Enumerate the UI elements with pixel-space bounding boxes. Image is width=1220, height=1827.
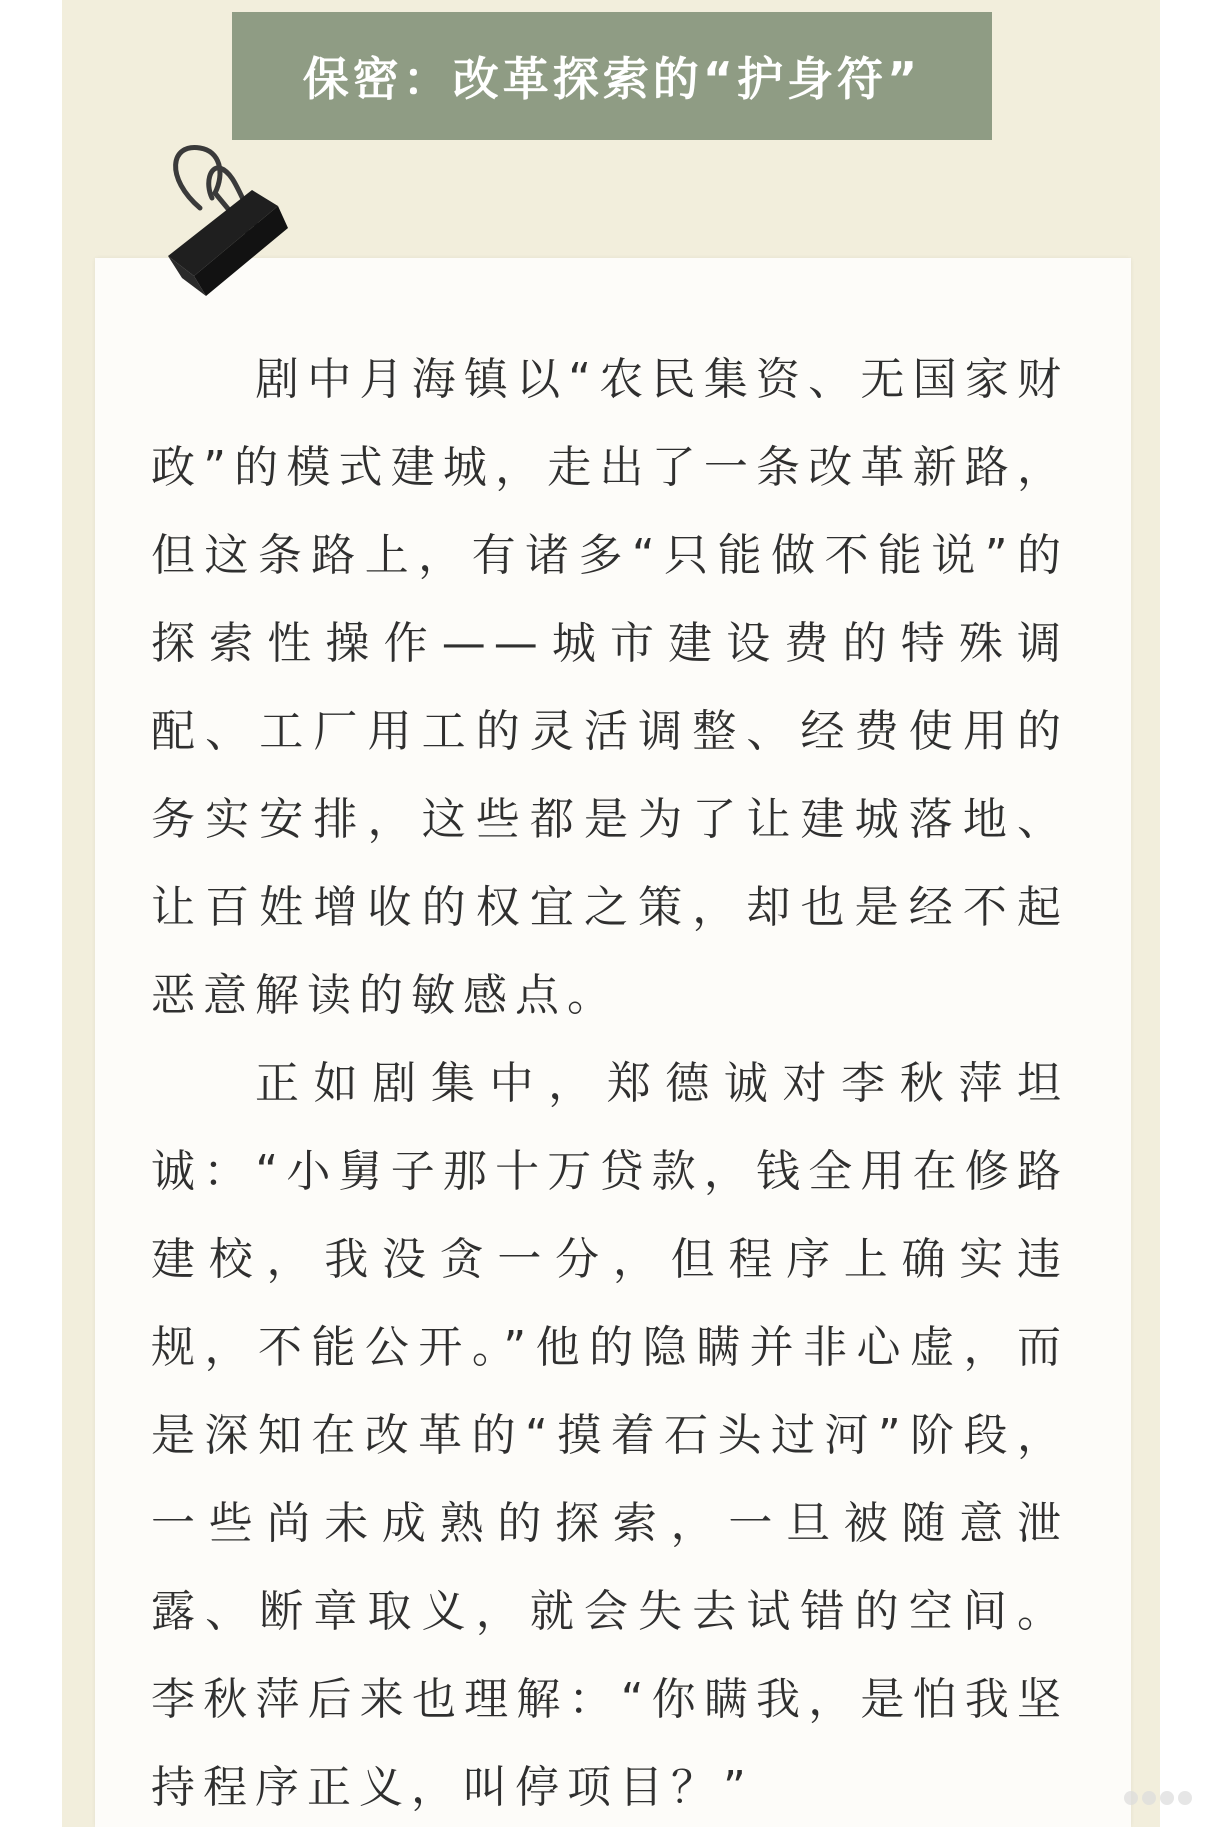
paragraph-1 xyxy=(151,336,1069,1040)
page-title: 保密：改革探索的“护身符” xyxy=(302,52,922,106)
paragraph-1-text: 剧中月海镇以“农民集资、无国家财政”的模式建城，走出了一条改革新路，但这条路上，有诸多“只能做不能说”的探索性操作——城市建设费的特殊调配、工厂用工的灵活调整、经费使用的务实安排，这些都是为了让建城落地、让百姓增收的权宜之策，却也是经不起恶意解读的敏感点。 xyxy=(151,354,1069,1021)
watermark-dot xyxy=(1142,1791,1156,1805)
paragraph-2 xyxy=(151,1040,1069,1827)
watermark-dot xyxy=(1160,1791,1174,1805)
title-banner xyxy=(232,12,992,140)
watermark xyxy=(1124,1791,1208,1813)
binder-clip-icon xyxy=(160,138,330,308)
watermark-dot xyxy=(1178,1791,1192,1805)
paragraph-2-text: 正如剧集中，郑德诚对李秋萍坦诚：“小舅子那十万贷款，钱全用在修路建校，我没贪一分，但程序上确实违规，不能公开。”他的隐瞒并非心虚，而是深知在改革的“摸着石头过河”阶段，一些尚未成熟的探索，一旦被随意泄露、断章取义，就会失去试错的空间。李秋萍后来也理解：“你瞒我，是怕我坚持程序正义，叫停项目？” xyxy=(151,1058,1069,1813)
watermark-dot xyxy=(1124,1791,1138,1805)
